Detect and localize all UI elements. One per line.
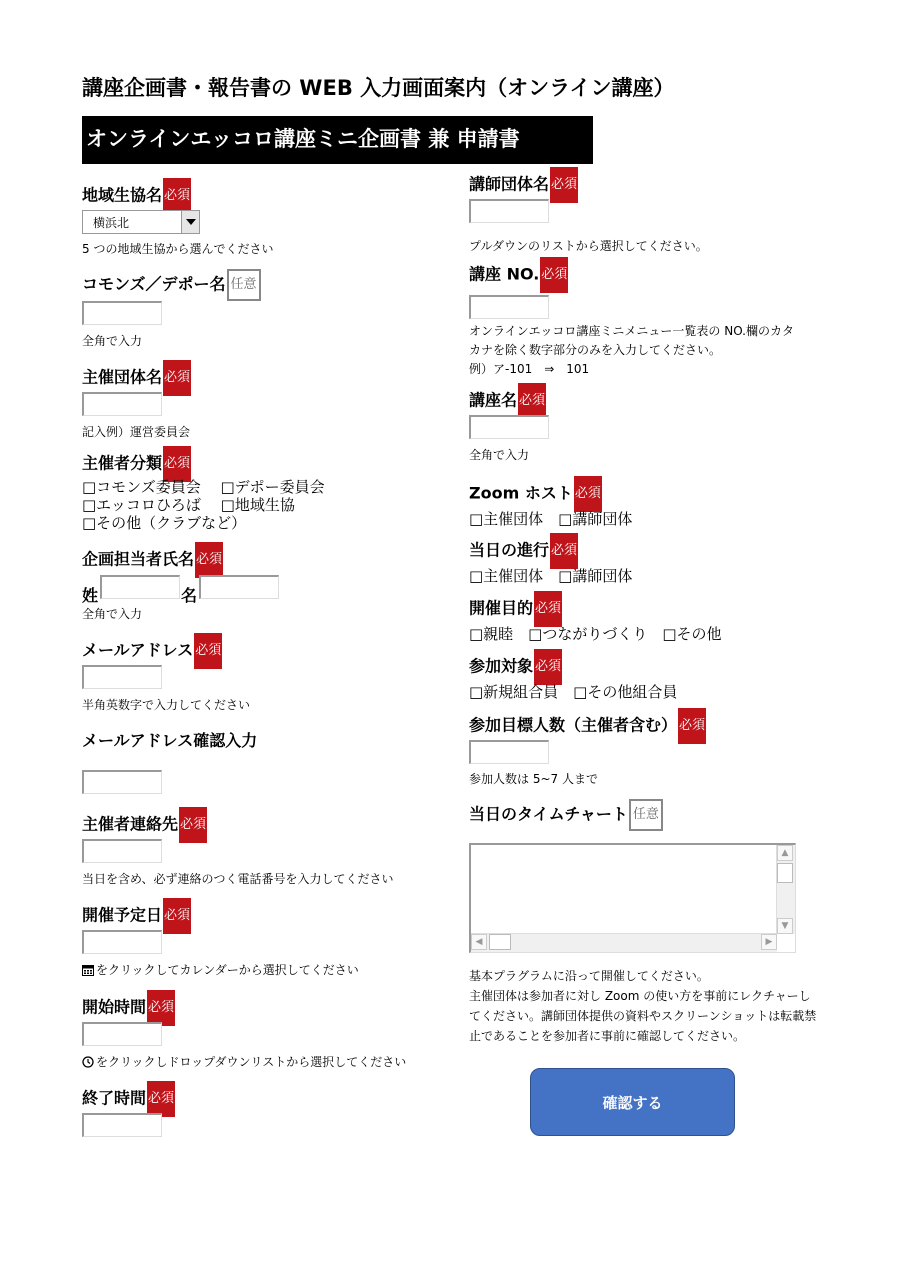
required-badge: 必須 xyxy=(534,649,562,685)
planner-label: 企画担当者氏名 必須 xyxy=(82,542,223,578)
host-type-options-row3[interactable]: □その他（クラブなど） xyxy=(82,514,247,532)
host-group-note: 記入例）運営委員会 xyxy=(82,425,191,439)
start-time-note: をクリックしドロップダウンリストから選択してください xyxy=(82,1053,406,1073)
date-input[interactable] xyxy=(82,930,162,954)
end-time-label: 終了時間 必須 xyxy=(82,1081,175,1117)
planner-last-label: 姓 xyxy=(82,586,99,605)
planner-first-label: 名 xyxy=(181,586,198,605)
email-input[interactable] xyxy=(82,665,162,689)
contact-note: 当日を含め、必ず連絡のつく電話番号を入力してください xyxy=(82,872,394,886)
lecturer-label: 講師団体名 必須 xyxy=(469,167,578,203)
required-badge: 必須 xyxy=(147,990,175,1026)
host-type-options-row2[interactable]: □エッコロひろば □地域生協 xyxy=(82,496,295,514)
planner-note: 全角で入力 xyxy=(82,607,143,621)
document-title: 講座企画書・報告書の WEB 入力画面案内（オンライン講座） xyxy=(82,76,675,100)
chevron-down-icon[interactable] xyxy=(181,211,199,233)
commons-note: 全角で入力 xyxy=(82,334,143,348)
confirm-button[interactable]: 確認する xyxy=(530,1068,735,1136)
email-confirm-input[interactable] xyxy=(82,770,162,794)
form-banner: オンラインエッコロ講座ミニ企画書 兼 申請書 xyxy=(82,116,593,164)
coop-label: 地域生協名 必須 xyxy=(82,178,191,214)
email-confirm-label: メールアドレス確認入力 xyxy=(82,731,258,750)
lecturer-note: プルダウンのリストから選択してください。 xyxy=(469,239,708,253)
required-badge: 必須 xyxy=(574,476,602,512)
required-badge: 必須 xyxy=(550,167,578,203)
date-note: をクリックしてカレンダーから選択してください xyxy=(82,961,359,981)
required-badge: 必須 xyxy=(163,446,191,482)
facilitation-options[interactable]: □主催団体 □講師団体 xyxy=(469,567,633,585)
course-name-input[interactable] xyxy=(469,415,549,439)
scroll-left-icon[interactable]: ◀ xyxy=(471,934,487,950)
planner-last-input[interactable] xyxy=(100,575,180,599)
required-badge: 必須 xyxy=(163,360,191,396)
required-badge: 必須 xyxy=(518,383,546,419)
course-no-input[interactable] xyxy=(469,295,549,319)
host-group-label: 主催団体名 必須 xyxy=(82,360,191,396)
participants-note: 参加人数は 5~7 人まで xyxy=(469,772,598,786)
email-note: 半角英数字で入力してください xyxy=(82,698,251,712)
zoom-host-label: Zoom ホスト 必須 xyxy=(469,476,602,512)
course-name-note: 全角で入力 xyxy=(469,448,530,462)
clock-icon xyxy=(82,1055,94,1073)
end-time-input[interactable] xyxy=(82,1113,162,1137)
contact-input[interactable] xyxy=(82,839,162,863)
participants-input[interactable] xyxy=(469,740,549,764)
start-time-label: 開始時間 必須 xyxy=(82,990,175,1026)
vertical-scroll-thumb[interactable] xyxy=(777,863,793,883)
course-name-label: 講座名 必須 xyxy=(469,383,546,419)
coop-select-value: 横浜北 xyxy=(93,216,130,230)
date-label: 開催予定日 必須 xyxy=(82,898,191,934)
horizontal-scrollbar[interactable] xyxy=(471,933,777,952)
required-badge: 必須 xyxy=(194,633,222,669)
required-badge: 必須 xyxy=(534,591,562,627)
lecturer-input[interactable] xyxy=(469,199,549,223)
participants-label: 参加目標人数（主催者含む） 必須 xyxy=(469,708,706,744)
horizontal-scroll-thumb[interactable] xyxy=(489,934,511,950)
required-badge: 必須 xyxy=(147,1081,175,1117)
course-no-label: 講座 NO. 必須 xyxy=(469,257,568,293)
calendar-icon xyxy=(82,963,94,981)
course-no-note-1: オンラインエッコロ講座ミニメニュー一覧表の NO.欄のカタ xyxy=(469,324,794,338)
coop-note: 5 つの地域生協から選んでください xyxy=(82,242,274,256)
host-type-options-row1[interactable]: □コモンズ委員会 □デポー委員会 xyxy=(82,478,325,496)
required-badge: 必須 xyxy=(163,898,191,934)
scroll-up-icon[interactable]: ▲ xyxy=(777,845,793,861)
commons-input[interactable] xyxy=(82,301,162,325)
timechart-label: 当日のタイムチャート 任意 xyxy=(469,799,663,831)
required-badge: 必須 xyxy=(163,178,191,214)
optional-badge: 任意 xyxy=(227,269,261,301)
timechart-textarea[interactable] xyxy=(469,843,796,953)
email-label: メールアドレス 必須 xyxy=(82,633,222,669)
host-group-input[interactable] xyxy=(82,392,162,416)
optional-badge: 任意 xyxy=(629,799,663,831)
commons-label: コモンズ／デポー名 任意 xyxy=(82,269,261,301)
scroll-right-icon[interactable]: ▶ xyxy=(761,934,777,950)
course-no-note-3: 例）ア-101 ⇒ 101 xyxy=(469,362,590,376)
scroll-down-icon[interactable]: ▼ xyxy=(777,918,793,934)
host-type-label: 主催者分類 必須 xyxy=(82,446,191,482)
coop-select[interactable] xyxy=(82,210,200,234)
required-badge: 必須 xyxy=(179,807,207,843)
purpose-label: 開催目的 必須 xyxy=(469,591,562,627)
purpose-options[interactable]: □親睦 □つながりづくり □その他 xyxy=(469,625,722,643)
required-badge: 必須 xyxy=(540,257,568,293)
target-label: 参加対象 必須 xyxy=(469,649,562,685)
facilitation-label: 当日の進行 必須 xyxy=(469,533,578,569)
target-options[interactable]: □新規組合員 □その他組合員 xyxy=(469,683,678,701)
guidance-text: 基本プラグラムに沿って開催してください。 主催団体は参加者に対し Zoom の使い方を事前にレクチャーしてください。講師団体提供の資料やスクリーンショットは転載禁止であることを参加者に事前に確認してください。 xyxy=(469,969,817,1043)
zoom-host-options[interactable]: □主催団体 □講師団体 xyxy=(469,510,633,528)
required-badge: 必須 xyxy=(550,533,578,569)
planner-first-input[interactable] xyxy=(199,575,279,599)
required-badge: 必須 xyxy=(195,542,223,578)
course-no-note-2: カナを除く数字部分のみを入力してください。 xyxy=(469,343,722,357)
contact-label: 主催者連絡先 必須 xyxy=(82,807,207,843)
vertical-scrollbar[interactable] xyxy=(776,845,795,934)
required-badge: 必須 xyxy=(678,708,706,744)
start-time-input[interactable] xyxy=(82,1022,162,1046)
